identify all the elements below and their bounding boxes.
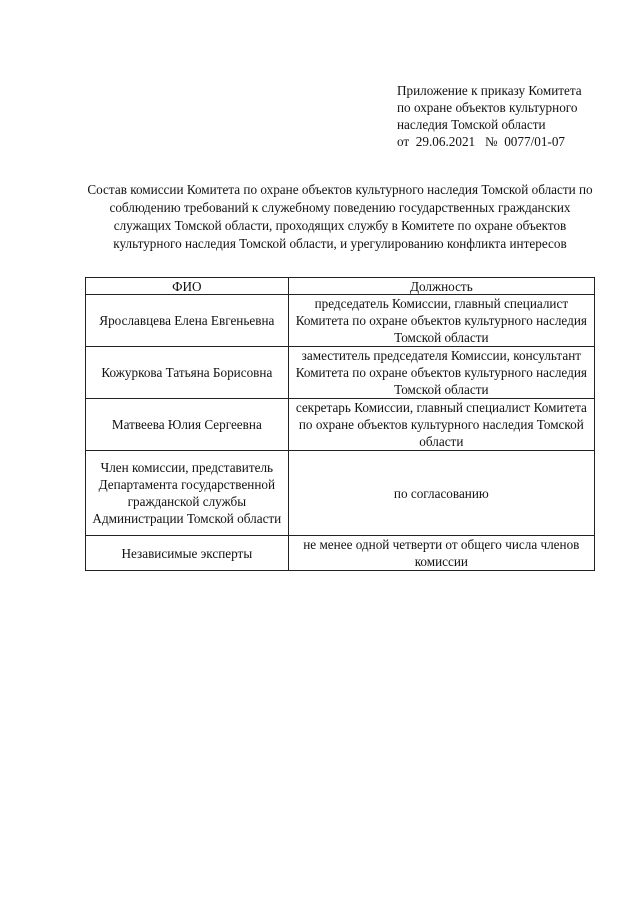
member-name: Матвеева Юлия Сергеевна: [86, 399, 289, 451]
appendix-date-line: [397, 133, 627, 150]
appendix-header: [397, 82, 627, 150]
order-date: 29.06.2021: [415, 134, 476, 149]
member-name: Ярославцева Елена Евгеньевна: [86, 295, 289, 347]
commission-table: [85, 277, 595, 571]
table-header-row: [86, 278, 595, 295]
member-name: Кожуркова Татьяна Борисовна: [86, 347, 289, 399]
member-position: секретарь Комиссии, главный специалист Комитета по охране объектов культурного наследия Томской области: [288, 399, 594, 451]
header-name: ФИО: [86, 278, 289, 295]
table-row: [86, 399, 595, 451]
member-name: Независимые эксперты: [86, 536, 289, 571]
member-position: председатель Комиссии, главный специалист Комитета по охране объектов культурного наследия Томской области: [288, 295, 594, 347]
appendix-line-2: по охране объектов культурного: [397, 100, 578, 115]
document-title: Состав комиссии Комитета по охране объектов культурного наследия Томской области по соблюдению требований к служебному поведению государственных гражданских служащих Томской области, проходящих службу в Комитете по охране объектов культурного наследия Томской области, и урегулированию конфликта интересов: [87, 182, 593, 251]
table-row: [86, 347, 595, 399]
order-number: 0077/01-07: [504, 134, 566, 149]
appendix-line-3: наследия Томской области: [397, 117, 546, 132]
table-row: [86, 536, 595, 571]
appendix-line-1: Приложение к приказу Комитета: [397, 83, 582, 98]
member-position: заместитель председателя Комиссии, консультант Комитета по охране объектов культурного наследия Томской области: [288, 347, 594, 399]
date-prefix: от: [397, 134, 410, 149]
table-row: [86, 295, 595, 347]
member-position: не менее одной четверти от общего числа членов комиссии: [288, 536, 594, 571]
table-row: [86, 451, 595, 536]
member-name: Член комиссии, представитель Департамента государственной гражданской службы Администрации Томской области: [86, 451, 289, 536]
member-position: по согласованию: [288, 451, 594, 536]
number-sign: №: [485, 134, 498, 149]
header-position: Должность: [288, 278, 594, 295]
